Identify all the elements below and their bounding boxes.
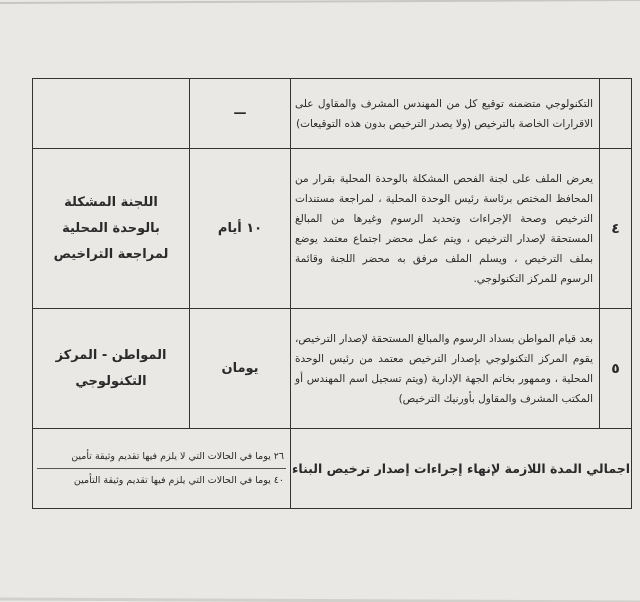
step-responsible: المواطن - المركز التكنولوجي <box>33 309 190 429</box>
step-number: ٤ <box>600 149 632 309</box>
total-duration-details <box>33 429 291 509</box>
step-number <box>600 79 632 149</box>
table-row <box>33 149 632 309</box>
table-row <box>33 309 632 429</box>
total-row <box>33 429 632 509</box>
step-responsible <box>33 79 190 149</box>
total-line: ٢٦ يوما في الحالات التي لا يلزم فيها تقديم وثيقة تأمين <box>71 451 284 462</box>
step-number: ٥ <box>600 309 632 429</box>
total-line: ٤٠ يوما في الحالات التي يلزم فيها تقديم وثيقة التأمين <box>37 468 286 492</box>
table-row <box>33 79 632 149</box>
step-duration: ١٠ أيام <box>190 149 291 309</box>
step-description: التكنولوجي متضمنه توقيع كل من المهندس المشرف والمقاول على الاقرارات الخاصة بالترخيص (ولا يصدر الترخيص بدون هذه التوقيعات) <box>291 79 600 149</box>
step-description: بعد قيام المواطن بسداد الرسوم والمبالغ المستحقة لإصدار الترخيص، يقوم المركز التكنولوجي بإصدار الترخيص معتمد من رئيس الوحدة المحلية ، وممهور بخاتم الجهة الإدارية (ويتم تسجيل اسم المهندس أو المكتب المشرف والمقاول بأورنيك الترخيص) <box>291 309 600 429</box>
step-duration: يومان <box>190 309 291 429</box>
step-description: يعرض الملف على لجنة الفحص المشكلة بالوحدة المحلية بقرار من المحافظ المختص برئاسة رئيس الوحدة المحلية ، لمراجعة مستندات الترخيص وصحة الإجراءات وتحديد الرسوم وغيرها من المبالغ المستحقة لإصدار الترخيص ، ويتم عمل محضر اجتماع معتمد يوضع بملف الترخيص ، ويسلم الملف مرفق به محضر اللجنة وقائمة الرسوم للمركز التكنولوجي. <box>291 149 600 309</box>
procedures-table <box>32 78 632 509</box>
dash-mark: — <box>233 106 247 121</box>
step-responsible: اللجنة المشكلة بالوحدة المحلية لمراجعة التراخيص <box>33 149 190 309</box>
total-duration-title: اجمالي المدة اللازمة لإنهاء إجراءات إصدار ترخيص البناء <box>291 429 632 509</box>
step-duration <box>190 79 291 149</box>
